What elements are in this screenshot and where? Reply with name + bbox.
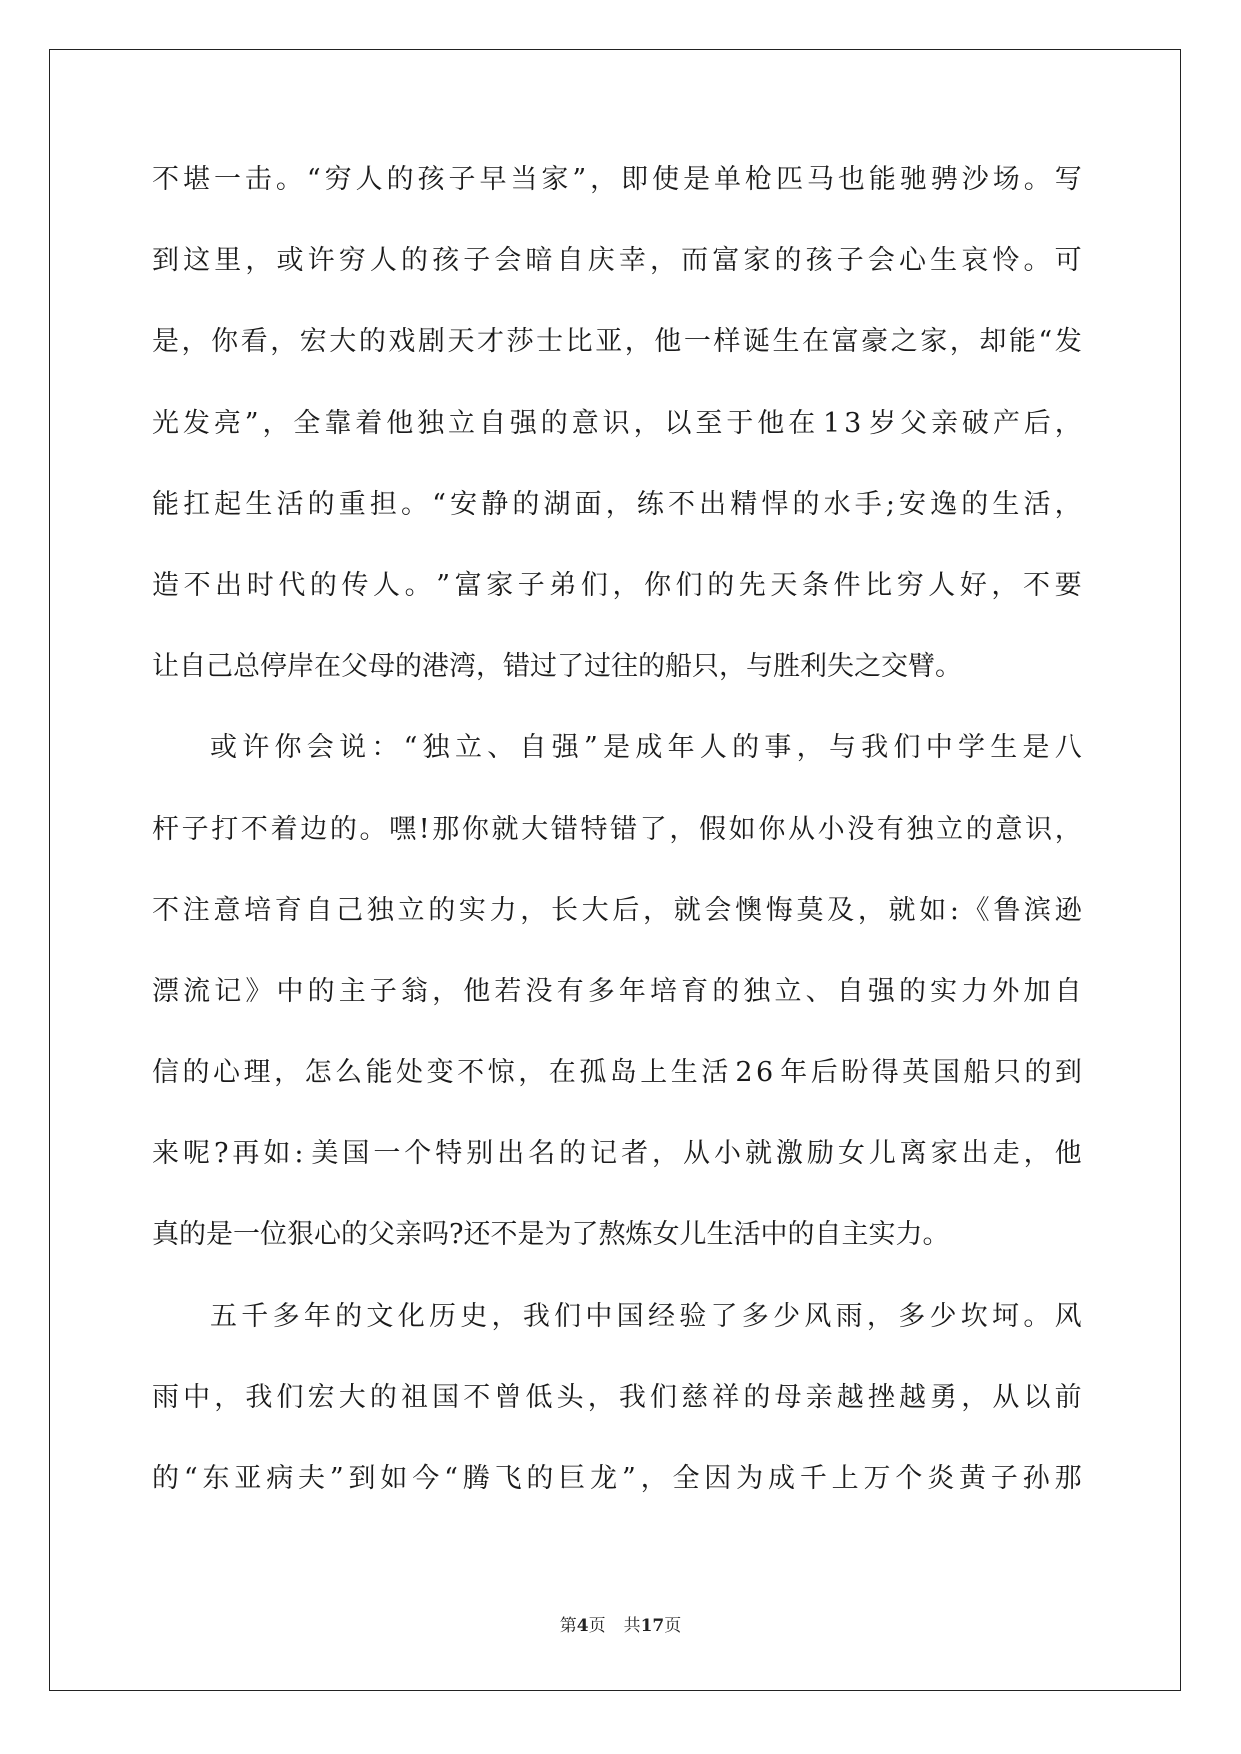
text-line: 不 堪 一 击 。 “ 穷 人 的 孩 子 早 当 家 ” ， 即 使 是 单 枪 匹 马 也 能 驰 骋 沙 场 。 写 [152,164,1082,195]
text-line: 不 注 意 培 育 自 己 独 立 的 实 力 ， 长 大 后 ， 就 会 懊 悔 莫 及 ， 就 如 : 《 鲁 滨 逊 [152,894,1082,926]
footer-prefix: 第 [559,1616,577,1636]
text-line: 的 “ 东 亚 病 夫 ” 到 如 今 “ 腾 飞 的 巨 龙 ” ， 全 因 为 成 千 上 万 个 炎 黄 子 孙 那 [152,1463,1082,1494]
document-body [152,160,1082,1540]
text-line: 能 扛 起 生 活 的 重 担 。 “ 安 静 的 湖 面 ， 练 不 出 精 悍 的 水 手 ; 安 逸 的 生 活 ， [152,488,1082,520]
footer-total-suffix: 页 [664,1616,682,1636]
text-line: 造 不 出 时 代 的 传 人 。 ” 富 家 子 弟 们 ， 你 们 的 先 天 条 件 比 穷 人 好 ， 不 要 [152,569,1082,601]
text-line: 漂 流 记 》 中 的 主 子 翁 ， 他 若 没 有 多 年 培 育 的 独 立 、 自 强 的 实 力 外 加 自 [152,975,1082,1007]
text-line: 五 千 多 年 的 文 化 历 史 ， 我 们 中 国 经 验 了 多 少 风 雨 ， 多 少 坎 坷 。 风 [210,1300,1082,1332]
text-line: 雨 中 ， 我 们 宏 大 的 祖 国 不 曾 低 头 ， 我 们 慈 祥 的 母 亲 越 挫 越 勇 ， 从 以 前 [152,1381,1082,1413]
text-line: 真的是一位狠心的父亲吗?还不是为了熬炼女儿生活中的自主实力。 [152,1219,950,1251]
text-line: 杆 子 打 不 着 边 的 。 嘿 ! 那 你 就 大 错 特 错 了 ， 假 如 你 从 小 没 有 独 立 的 意 识 ， [152,813,1082,845]
text-line: 来 呢 ? 再 如 : 美 国 一 个 特 别 出 名 的 记 者 ， 从 小 就 激 励 女 儿 离 家 出 走 ， 他 [152,1138,1082,1170]
text-line: 是 ， 你 看 ， 宏 大 的 戏 剧 天 才 莎 士 比 亚 ， 他 一 样 诞 生 在 富 豪 之 家 ， 却 能 “ 发 [152,326,1082,358]
footer-total-prefix: 共 [623,1616,641,1636]
current-page-number: 4 [576,1616,589,1636]
page-footer [0,1611,1241,1636]
text-line: 光 发 亮 ” ， 全 靠 着 他 独 立 自 强 的 意 识 ， 以 至 于 他 在 1 3 岁 父 亲 破 产 后 ， [152,407,1082,439]
total-page-number: 17 [640,1616,665,1636]
text-line: 让自己总停岸在父母的港湾，错过了过往的船只，与胜利失之交臂。 [152,651,962,683]
text-line: 或 许 你 会 说 ： “ 独 立 、 自 强 ” 是 成 年 人 的 事 ， 与 我 们 中 学 生 是 八 [210,732,1082,764]
text-line: 到 这 里 ， 或 许 穷 人 的 孩 子 会 暗 自 庆 幸 ， 而 富 家 的 孩 子 会 心 生 哀 怜 。 可 [152,245,1082,277]
footer-page-suffix: 页 [588,1616,606,1636]
text-line: 信 的 心 理 ， 怎 么 能 处 变 不 惊 ， 在 孤 岛 上 生 活 2 6 年 后 盼 得 英 国 船 只 的 到 [152,1057,1082,1089]
